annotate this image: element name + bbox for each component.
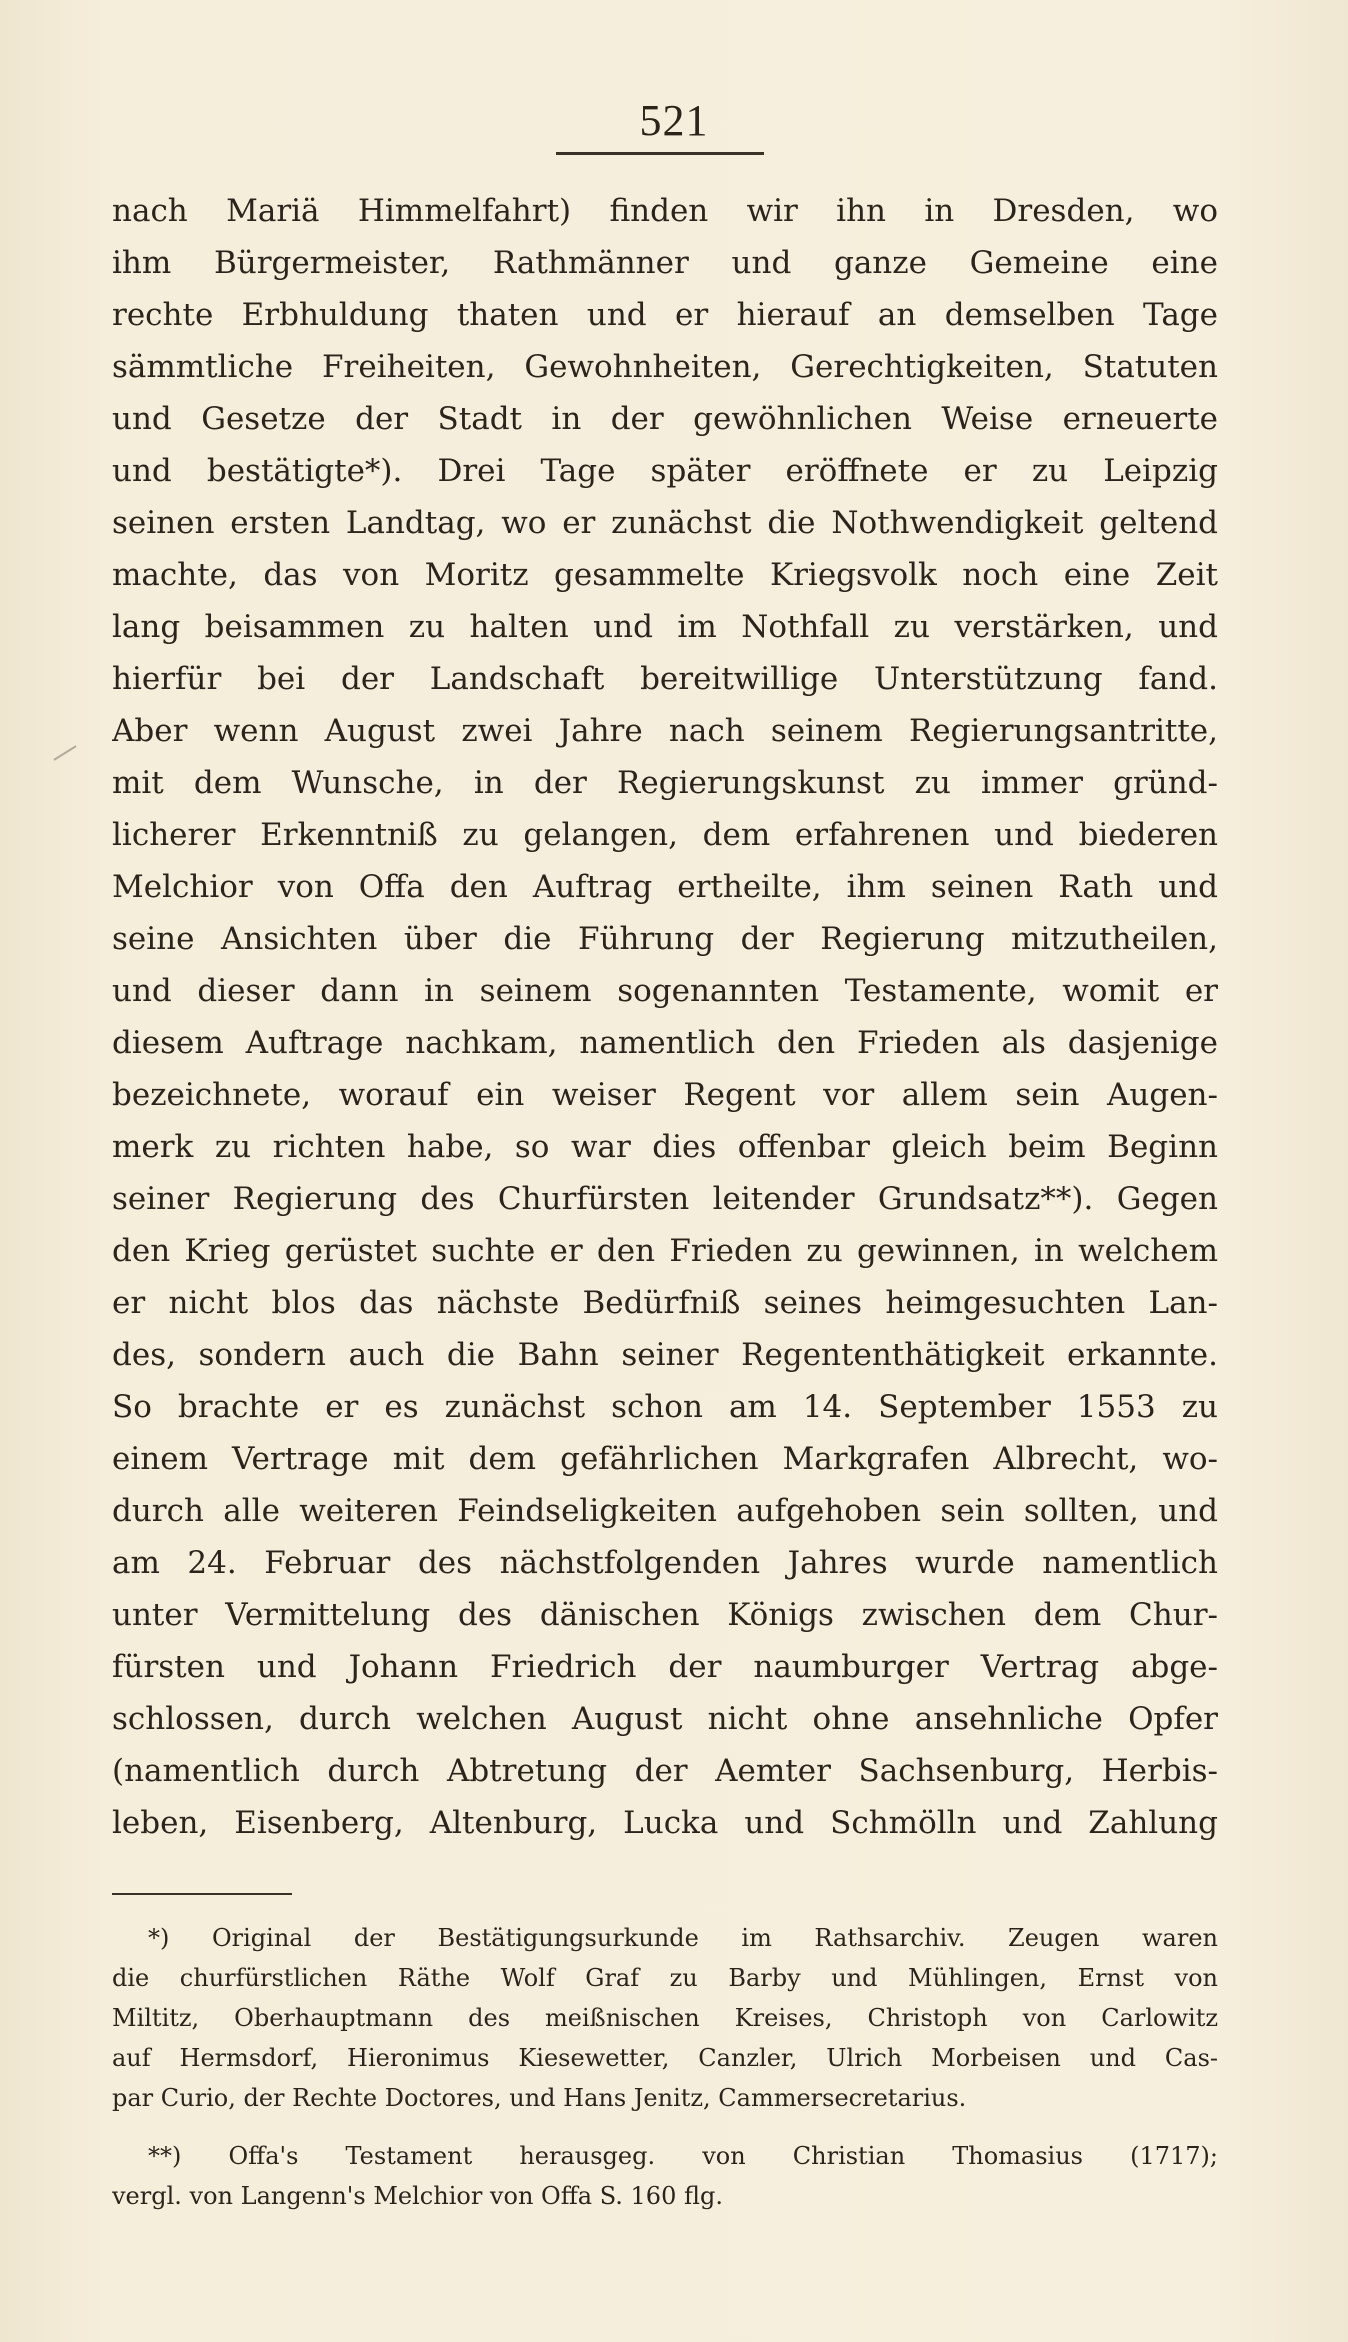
footnote-line: par Curio, der Rechte Doctores, und Hans Jenitz, Cammersecretarius. bbox=[112, 2084, 967, 2112]
main-text-block bbox=[112, 185, 1218, 1849]
footnote-line: vergl. von Langenn's Melchior von Offa S. 160 flg. bbox=[112, 2182, 723, 2210]
text-line: sämmtliche Freiheiten, Gewohnheiten, Gerechtigkeiten, Statuten bbox=[112, 349, 1218, 385]
footnote-line: Miltitz, Oberhauptmann des meißnischen Kreises, Christoph von Carlowitz bbox=[112, 2004, 1218, 2032]
text-line: licherer Erkenntniß zu gelangen, dem erfahrenen und biederen bbox=[112, 817, 1218, 853]
text-line: ihm Bürgermeister, Rathmänner und ganze Gemeine eine bbox=[112, 245, 1218, 281]
text-line: hierfür bei der Landschaft bereitwillige Unterstützung fand. bbox=[112, 661, 1218, 697]
footnote-gap bbox=[112, 2118, 1218, 2136]
page-number: 521 bbox=[639, 96, 709, 145]
text-line: lang beisammen zu halten und im Nothfall zu verstärken, und bbox=[112, 609, 1218, 645]
text-line: am 24. Februar des nächstfolgenden Jahres wurde namentlich bbox=[112, 1545, 1218, 1581]
text-line: bezeichnete, worauf ein weiser Regent vor allem sein Augen- bbox=[112, 1077, 1218, 1113]
text-line: einem Vertrage mit dem gefährlichen Markgrafen Albrecht, wo- bbox=[112, 1441, 1218, 1477]
text-line: er nicht blos das nächste Bedürfniß seines heimgesuchten Lan- bbox=[112, 1285, 1218, 1321]
footnote-separator bbox=[112, 1893, 292, 1895]
footnote-line: **) Offa's Testament herausgeg. von Christian Thomasius (1717); bbox=[148, 2142, 1218, 2170]
text-line: So brachte er es zunächst schon am 14. September 1553 zu bbox=[112, 1389, 1218, 1425]
footnote-line: auf Hermsdorf, Hieronimus Kiesewetter, Canzler, Ulrich Morbeisen und Cas- bbox=[112, 2044, 1218, 2072]
margin-pencil-mark bbox=[53, 745, 76, 760]
text-line: des, sondern auch die Bahn seiner Regententhätigkeit erkannte. bbox=[112, 1337, 1218, 1373]
text-line: durch alle weiteren Feindseligkeiten aufgehoben sein sollten, und bbox=[112, 1493, 1218, 1529]
text-line: leben, Eisenberg, Altenburg, Lucka und Schmölln und Zahlung bbox=[112, 1805, 1218, 1841]
text-line: Aber wenn August zwei Jahre nach seinem Regierungsantritte, bbox=[112, 713, 1218, 749]
text-line: machte, das von Moritz gesammelte Kriegsvolk noch eine Zeit bbox=[112, 557, 1218, 593]
text-line: mit dem Wunsche, in der Regierungskunst zu immer gründ- bbox=[112, 765, 1218, 801]
text-line: (namentlich durch Abtretung der Aemter Sachsenburg, Herbis- bbox=[112, 1753, 1218, 1789]
text-line: seinen ersten Landtag, wo er zunächst die Nothwendigkeit geltend bbox=[112, 505, 1218, 541]
footnote-line: die churfürstlichen Räthe Wolf Graf zu Barby und Mühlingen, Ernst von bbox=[112, 1964, 1218, 1992]
text-line: schlossen, durch welchen August nicht ohne ansehnliche Opfer bbox=[112, 1701, 1218, 1737]
text-line: merk zu richten habe, so war dies offenbar gleich beim Beginn bbox=[112, 1129, 1218, 1165]
text-line: diesem Auftrage nachkam, namentlich den Frieden als dasjenige bbox=[112, 1025, 1218, 1061]
text-line: unter Vermittelung des dänischen Königs zwischen dem Chur- bbox=[112, 1597, 1218, 1633]
text-line: und bestätigte*). Drei Tage später eröffnete er zu Leipzig bbox=[112, 453, 1218, 489]
text-line: und dieser dann in seinem sogenannten Testamente, womit er bbox=[112, 973, 1218, 1009]
text-line: und Gesetze der Stadt in der gewöhnlichen Weise erneuerte bbox=[112, 401, 1218, 437]
footnotes-block bbox=[112, 1918, 1218, 2216]
text-line: nach Mariä Himmelfahrt) finden wir ihn in Dresden, wo bbox=[112, 193, 1218, 229]
text-line: seine Ansichten über die Führung der Regierung mitzutheilen, bbox=[112, 921, 1218, 957]
text-line: Melchior von Offa den Auftrag ertheilte, ihm seinen Rath und bbox=[112, 869, 1218, 905]
text-line: seiner Regierung des Churfürsten leitender Grundsatz**). Gegen bbox=[112, 1181, 1218, 1217]
text-line: fürsten und Johann Friedrich der naumburger Vertrag abge- bbox=[112, 1649, 1218, 1685]
footnote-line: *) Original der Bestätigungsurkunde im Rathsarchiv. Zeugen waren bbox=[148, 1924, 1218, 1952]
text-line: den Krieg gerüstet suchte er den Frieden zu gewinnen, in welchem bbox=[112, 1233, 1218, 1269]
page-number-rule bbox=[556, 152, 764, 155]
text-line: rechte Erbhuldung thaten und er hierauf an demselben Tage bbox=[112, 297, 1218, 333]
